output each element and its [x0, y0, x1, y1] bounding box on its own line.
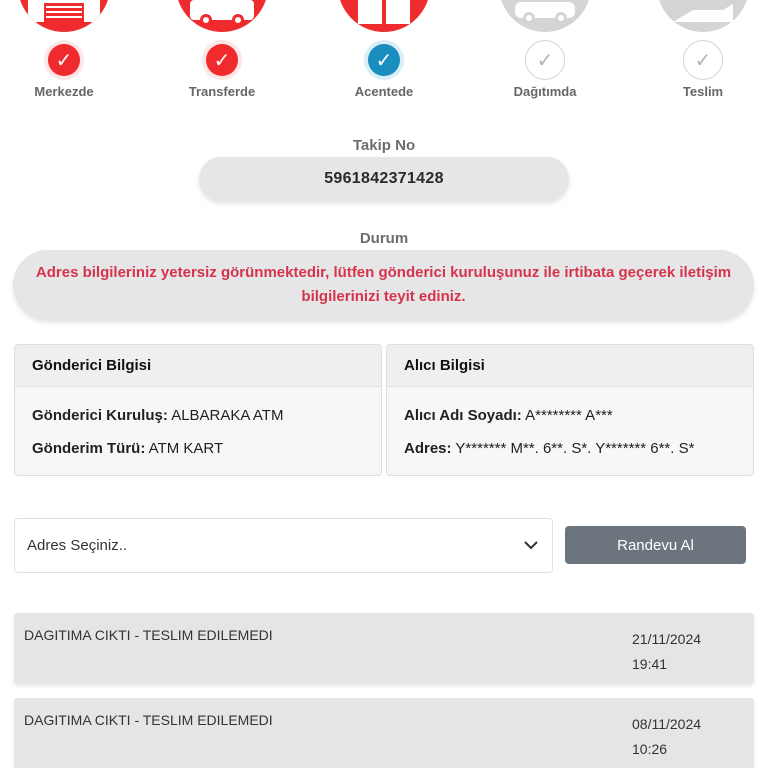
chevron-down-icon — [524, 541, 538, 550]
history-date: 08/11/2024 — [632, 716, 702, 732]
step-label: Acentede — [354, 84, 414, 99]
sender-card — [14, 344, 382, 476]
receiver-name-value: A******** A*** — [525, 407, 613, 424]
step-dagitimda — [485, 0, 605, 110]
step-label: Teslim — [682, 84, 724, 99]
step-merkezde — [4, 0, 124, 110]
history-item — [14, 698, 754, 768]
sender-org-value: ALBARAKA ATM — [171, 407, 284, 424]
history-status: DAGITIMA CIKTI - TESLIM EDILEMEDI — [24, 627, 273, 643]
receiver-card-title: Alıcı Bilgisi — [387, 345, 753, 387]
sender-org-label: Gönderici Kuruluş: — [32, 407, 168, 424]
sender-type-value: ATM KART — [148, 440, 224, 457]
history-item — [14, 613, 754, 683]
receiver-address-label: Adres: — [404, 440, 452, 457]
receiver-address-row — [404, 440, 694, 457]
tracking-number: 5961842371428 — [199, 157, 569, 201]
step-check-acentede: ✓ — [364, 40, 404, 80]
step-check-merkezde: ✓ — [44, 40, 84, 80]
receiver-card — [386, 344, 754, 476]
history-datetime — [632, 627, 701, 677]
history-datetime — [632, 712, 701, 762]
step-check-transferde: ✓ — [202, 40, 242, 80]
step-teslim — [643, 0, 763, 110]
receiver-address-value: Y******* M**. 6**. S*. Y******* 6**. S* — [455, 440, 695, 457]
history-time: 10:26 — [632, 741, 668, 757]
step-label: Transferde — [188, 84, 256, 99]
tracking-steps — [0, 0, 768, 110]
truck-icon — [176, 0, 268, 32]
step-label: Dağıtımda — [513, 84, 577, 99]
step-check-dagitimda: ✓ — [525, 40, 565, 80]
sender-card-title: Gönderici Bilgisi — [15, 345, 381, 387]
address-select-value: Adres Seçiniz.. — [27, 537, 128, 554]
history-time: 19:41 — [632, 656, 668, 672]
tracking-label: Takip No — [352, 137, 416, 154]
delivery-vehicle-icon — [499, 0, 591, 32]
hand-delivery-icon — [657, 0, 749, 32]
step-label: Merkezde — [34, 84, 94, 99]
step-acentede — [324, 0, 444, 110]
package-icon — [338, 0, 430, 32]
step-transferde — [162, 0, 282, 110]
status-message: Adres bilgileriniz yetersiz görünmektedir, lütfen gönderici kuruluşunuz ile irtibata geçerek iletişim bilgilerinizi teyit ediniz. — [13, 250, 754, 320]
sender-org-row — [32, 407, 283, 424]
warehouse-icon — [18, 0, 110, 32]
history-status: DAGITIMA CIKTI - TESLIM EDILEMEDI — [24, 712, 273, 728]
sender-type-label: Gönderim Türü: — [32, 440, 146, 457]
appointment-button[interactable]: Randevu Al — [565, 526, 746, 564]
sender-type-row — [32, 440, 223, 457]
receiver-name-label: Alıcı Adı Soyadı: — [404, 407, 522, 424]
receiver-name-row — [404, 407, 613, 424]
address-select[interactable] — [14, 518, 553, 573]
status-label: Durum — [359, 230, 409, 247]
history-date: 21/11/2024 — [632, 631, 702, 647]
step-check-teslim: ✓ — [683, 40, 723, 80]
